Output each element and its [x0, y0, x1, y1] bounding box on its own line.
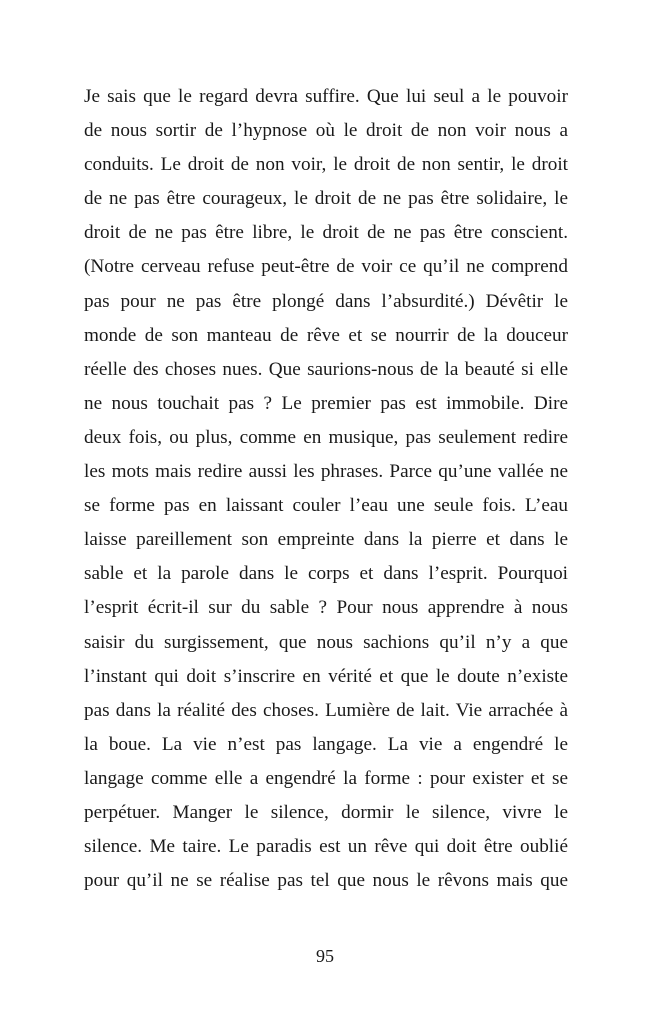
text-line: droit de ne pas être libre, le droit de ne pas être conscient. — [84, 222, 568, 244]
text-line: Je sais que le regard devra suffire. Que lui seul a le pouvoir — [84, 86, 568, 107]
text-line: de ne pas être courageux, le droit de ne pas être solidaire, le — [84, 188, 568, 210]
text-line: se forme pas en laissant couler l’eau une seule fois. L’eau — [84, 495, 568, 517]
text-line: les mots mais redire aussi les phrases. Parce qu’une vallée ne — [84, 461, 568, 483]
text-line: réelle des choses nues. Que saurions-nous de la beauté si elle — [84, 358, 568, 380]
text-line: sable et la parole dans le corps et dans l’esprit. Pourquoi — [84, 563, 568, 585]
text-line: conduits. Le droit de non voir, le droit de non sentir, le droit — [84, 154, 568, 176]
text-line: silence. Me taire. Le paradis est un rêve qui doit être oublié — [84, 836, 568, 858]
text-line: l’esprit écrit-il sur du sable ? Pour nous apprendre à nous — [84, 597, 568, 619]
text-line: monde de son manteau de rêve et se nourrir de la douceur — [84, 324, 568, 346]
text-line: pas pour ne pas être plongé dans l’absurdité.) Dévêtir le — [84, 290, 568, 312]
text-line: saisir du surgissement, que nous sachions qu’il n’y a que — [84, 631, 568, 653]
text-line: pas dans la réalité des choses. Lumière de lait. Vie arrachée à — [84, 699, 568, 721]
text-line: l’instant qui doit s’inscrire en vérité et que le doute n’existe — [84, 665, 568, 687]
body-text — [84, 80, 568, 898]
text-line: pour qu’il ne se réalise pas tel que nous le rêvons mais que — [84, 870, 568, 892]
text-line: laisse pareillement son empreinte dans la pierre et dans le — [84, 529, 568, 551]
text-line: perpétuer. Manger le silence, dormir le silence, vivre le — [84, 801, 568, 823]
text-line: deux fois, ou plus, comme en musique, pas seulement redire — [84, 426, 568, 448]
text-line: (Notre cerveau refuse peut-être de voir ce qu’il ne comprend — [84, 256, 568, 278]
text-line: de nous sortir de l’hypnose où le droit de non voir nous a — [84, 120, 568, 142]
text-line: langage comme elle a engendré la forme : pour exister et se — [84, 767, 568, 789]
page-number: 95 — [316, 946, 334, 966]
text-line: la boue. La vie n’est pas langage. La vie a engendré le — [84, 733, 568, 755]
text-line: ne nous touchait pas ? Le premier pas est immobile. Dire — [84, 392, 568, 414]
